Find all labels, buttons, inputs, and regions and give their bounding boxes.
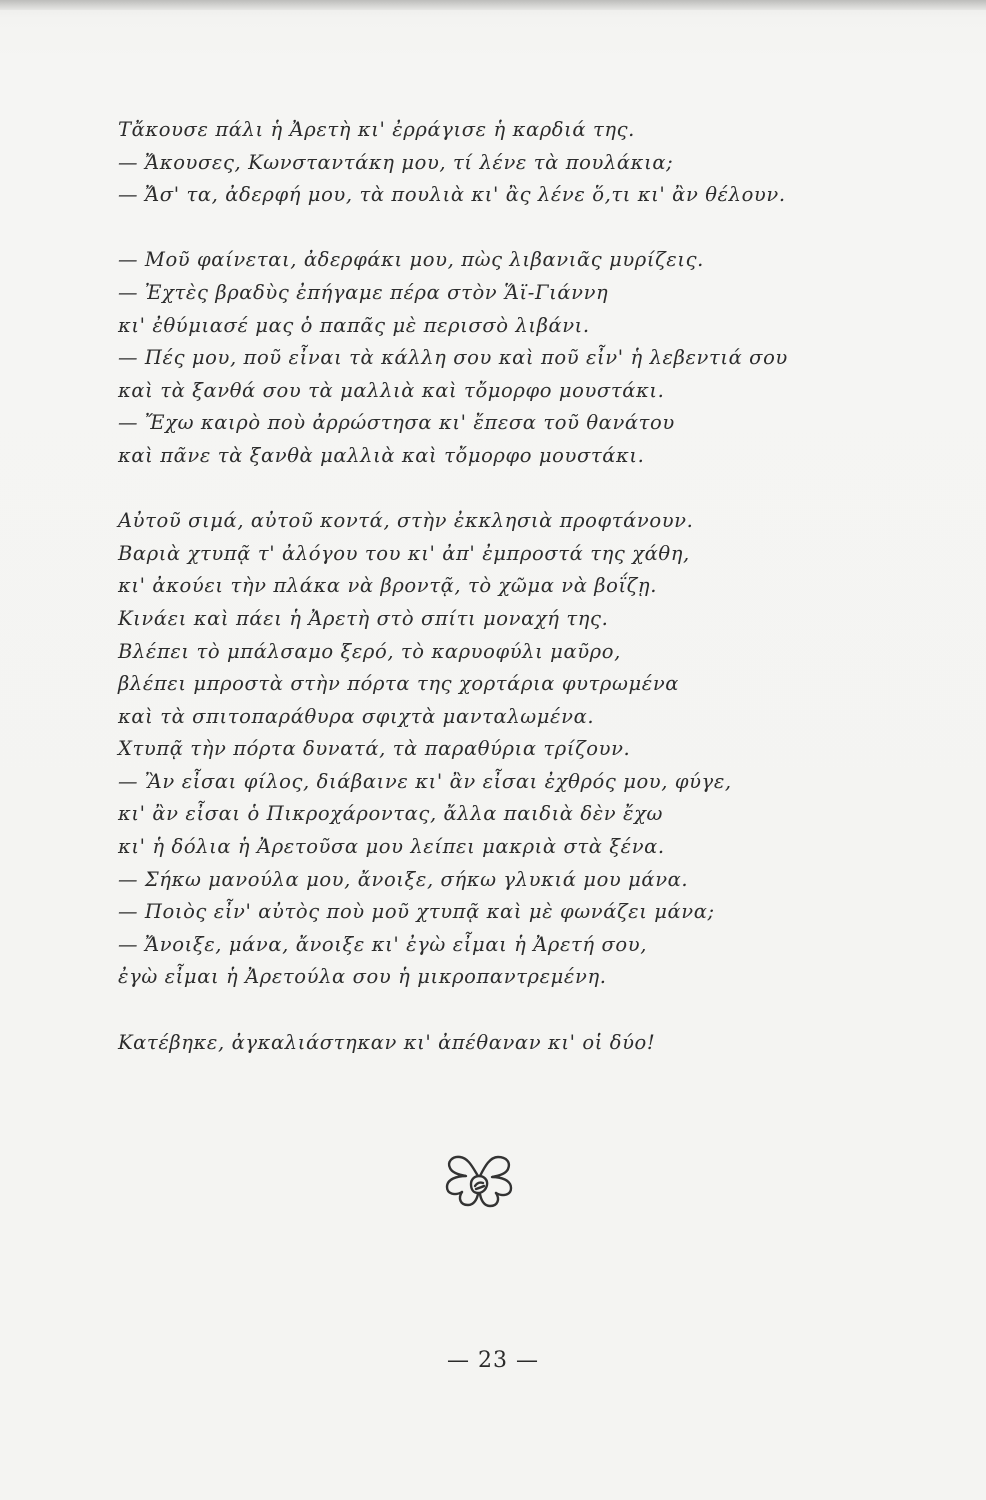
poem-line: Κινάει καὶ πάει ἡ Ἀρετὴ στὸ σπίτι μοναχή της. bbox=[118, 606, 609, 630]
poem-line: — Ἔχω καιρὸ ποὺ ἀρρώστησα κι' ἔπεσα τοῦ θανάτου bbox=[118, 411, 675, 435]
poem-line: — Πές μου, ποῦ εἶναι τὰ κάλλη σου καὶ ποῦ εἶν' ἡ λεβεντιά σου bbox=[118, 346, 788, 370]
poem-line: — Ἄκουσες, Κωνσταντάκη μου, τί λένε τὰ πουλάκια; bbox=[118, 150, 674, 174]
poem-line: Τἄκουσε πάλι ἡ Ἀρετὴ κι' ἐρράγισε ἡ καρδιά της. bbox=[118, 118, 635, 141]
poem-line: κι' ἀκούει τὴν πλάκα νὰ βροντᾷ, τὸ χῶμα νὰ βοΐζῃ. bbox=[118, 574, 657, 598]
page-number: — 23 — bbox=[447, 1348, 539, 1373]
poem-line: καὶ τὰ ξανθά σου τὰ μαλλιὰ καὶ τὄμορφο μουστάκι. bbox=[118, 378, 665, 402]
poem-line: καὶ τὰ σπιτοπαράθυρα σφιχτὰ μανταλωμένα. bbox=[118, 704, 595, 728]
stanza-4 bbox=[118, 1027, 838, 1060]
stanza-gap bbox=[118, 212, 838, 245]
poem-line: — Μοῦ φαίνεται, ἀδερφάκι μου, πὼς λιβανιᾶς μυρίζεις. bbox=[118, 248, 704, 272]
poem-line: Αὐτοῦ σιμά, αὐτοῦ κοντά, στὴν ἐκκλησιὰ προφτάνουν. bbox=[118, 509, 694, 533]
poem-line: — Σήκω μανούλα μου, ἄνοιξε, σήκω γλυκιά μου μάνα. bbox=[118, 867, 689, 891]
poem-line: Βαριὰ χτυπᾷ τ' ἀλόγου του κι' ἀπ' ἐμπροστά της χάθη, bbox=[118, 541, 690, 565]
poem-line: κι' ἡ δόλια ἡ Ἀρετοῦσα μου λείπει μακριὰ στὰ ξένα. bbox=[118, 835, 665, 859]
poem-line: — Ἂν εἶσαι φίλος, διάβαινε κι' ἂν εἶσαι ἐχθρός μου, φύγε, bbox=[118, 769, 732, 793]
page-top-edge bbox=[0, 0, 986, 10]
stanza-gap bbox=[118, 994, 838, 1027]
poem-line: — Ποιὸς εἶν' αὐτὸς ποὺ μοῦ χτυπᾷ καὶ μὲ φωνάζει μάνα; bbox=[118, 900, 715, 924]
poem-text bbox=[118, 114, 838, 1059]
flower-ornament-icon bbox=[442, 1152, 516, 1210]
poem-line: κι' ἐθύμιασέ μας ὁ παπᾶς μὲ περισσὸ λιβάνι. bbox=[118, 313, 590, 337]
poem-line: — Ἄσ' τα, ἀδερφή μου, τὰ πουλιὰ κι' ἂς λένε ὅ,τι κι' ἂν θέλουν. bbox=[118, 183, 786, 207]
poem-line: κι' ἂν εἶσαι ὁ Πικροχάροντας, ἄλλα παιδιὰ δὲν ἔχω bbox=[118, 802, 664, 826]
poem-line: Χτυπᾷ τὴν πόρτα δυνατά, τὰ παραθύρια τρίζουν. bbox=[118, 737, 631, 761]
poem-line: — Ἐχτὲς βραδὺς ἐπήγαμε πέρα στὸν Ἅϊ-Γιάννη bbox=[118, 280, 609, 304]
poem-line: βλέπει μπροστὰ στὴν πόρτα της χορτάρια φυτρωμένα bbox=[118, 672, 680, 696]
poem-line: καὶ πᾶνε τὰ ξανθὰ μαλλιὰ καὶ τὄμορφο μουστάκι. bbox=[118, 443, 645, 467]
poem-line: ἐγὼ εἶμαι ἡ Ἀρετούλα σου ἡ μικροπαντρεμένη. bbox=[118, 965, 607, 989]
stanza-gap bbox=[118, 473, 838, 506]
poem-line: Κατέβηκε, ἀγκαλιάστηκαν κι' ἀπέθαναν κι' οἱ δύο! bbox=[118, 1030, 656, 1054]
stanza-2 bbox=[118, 244, 838, 472]
poem-line: Βλέπει τὸ μπάλσαμο ξερό, τὸ καρυοφύλι μαῦρο, bbox=[118, 639, 621, 663]
stanza-1 bbox=[118, 114, 838, 212]
stanza-3 bbox=[118, 505, 838, 994]
poem-line: — Ἄνοιξε, μάνα, ἄνοιξε κι' ἐγὼ εἶμαι ἡ Ἀρετή σου, bbox=[118, 932, 647, 956]
